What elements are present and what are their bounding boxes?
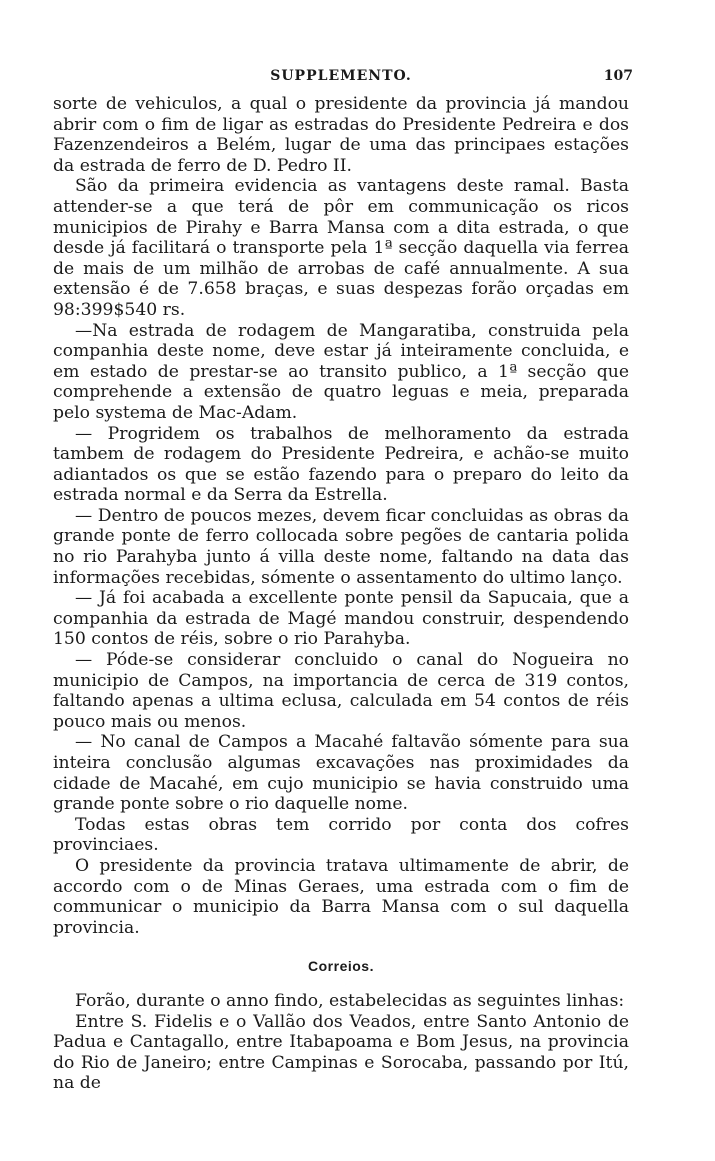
page-number: 107 xyxy=(603,68,633,84)
paragraph-ponte-sapucaia: — Já foi acabada a excellente ponte pensil da Sapucaia, que a companhia da estrada de Magé mandou construir, despendendo 150 contos de réis, sobre o rio Parahyba. xyxy=(53,588,629,650)
paragraph-fidelis: Entre S. Fidelis e o Vallão dos Veados, entre Santo Antonio de Padua e Cantagallo, entre Itabapoama e Bom Jesus, na provincia do Rio de Janeiro; entre Campinas e Sorocaba, passando por Itú, na de xyxy=(53,1011,629,1094)
paragraph-cofres: Todas estas obras tem corrido por conta dos cofres provinciaes. xyxy=(53,814,629,856)
document-page xyxy=(53,62,633,1094)
paragraph-canal-nogueira: — Póde-se considerar concluido o canal do Nogueira no municipio de Campos, na importancia de cerca de 319 contos, faltando apenas a ultima eclusa, calculada em 54 contos de réis pouco mais ou menos. xyxy=(53,650,629,732)
paragraph-continuation: sorte de vehiculos, a qual o presidente da provincia já mandou abrir com o fim de ligar as estradas do Presidente Pedreira e dos Fazenzendeiros a Belém, lugar de uma das principaes estações da estrada de ferro de D. Pedro II. xyxy=(53,94,629,176)
paragraph-presidente-pedreira: — Progridem os trabalhos de melhoramento da estrada tambem de rodagem do Presidente Pedreira, e achão-se muito adiantados os que se estão fazendo para o preparo do leito da estrada normal e da Serra da Estrella. xyxy=(53,423,629,506)
paragraph-canal-macahe: — No canal de Campos a Macahé faltavão sómente para sua inteira conclusão algumas excavações nas proximidades da cidade de Macahé, em cujo municipio se havia construido uma grande ponte sobre o rio daquelle nome. xyxy=(53,732,629,815)
paragraph-minas-geraes: O presidente da provincia tratava ultimamente de abrir, de accordo com o de Minas Geraes, uma estrada com o fim de communicar o municipio da Barra Mansa com o sul daquella provincia. xyxy=(53,855,629,938)
running-title: SUPPLEMENTO. xyxy=(270,68,412,84)
paragraph-mangaratiba: —Na estrada de rodagem de Mangaratiba, construida pela companhia deste nome, deve estar já inteiramente concluida, e em estado de prestar-se ao transito publico, a 1ª secção que comprehende a extensão de quatro leguas e meia, preparada pelo systema de Mac-Adam. xyxy=(53,320,629,423)
page-header xyxy=(53,62,633,92)
section-heading-correios: Correios. xyxy=(308,958,374,975)
body-text xyxy=(53,94,629,1094)
paragraph-ponte-parahyba: — Dentro de poucos mezes, devem ficar concluidas as obras da grande ponte de ferro collocada sobre pegões de cantaria polida no rio Parahyba junto á villa deste nome, faltando na data das informações recebidas, sómente o assentamento do ultimo lanço. xyxy=(53,505,629,588)
paragraph-linhas: Forão, durante o anno findo, estabelecidas as seguintes linhas: xyxy=(75,990,625,1011)
paragraph-ramal: São da primeira evidencia as vantagens deste ramal. Basta attender-se a que terá de pôr em communicação os ricos municipios de Pirahy e Barra Mansa com a dita estrada, o que desde já facilitará o transporte pela 1ª secção daquella via ferrea de mais de um milhão de arrobas de café annualmente. A sua extensão é de 7.658 braças, e suas despezas forão orçadas em 98:399$540 rs. xyxy=(53,176,629,320)
